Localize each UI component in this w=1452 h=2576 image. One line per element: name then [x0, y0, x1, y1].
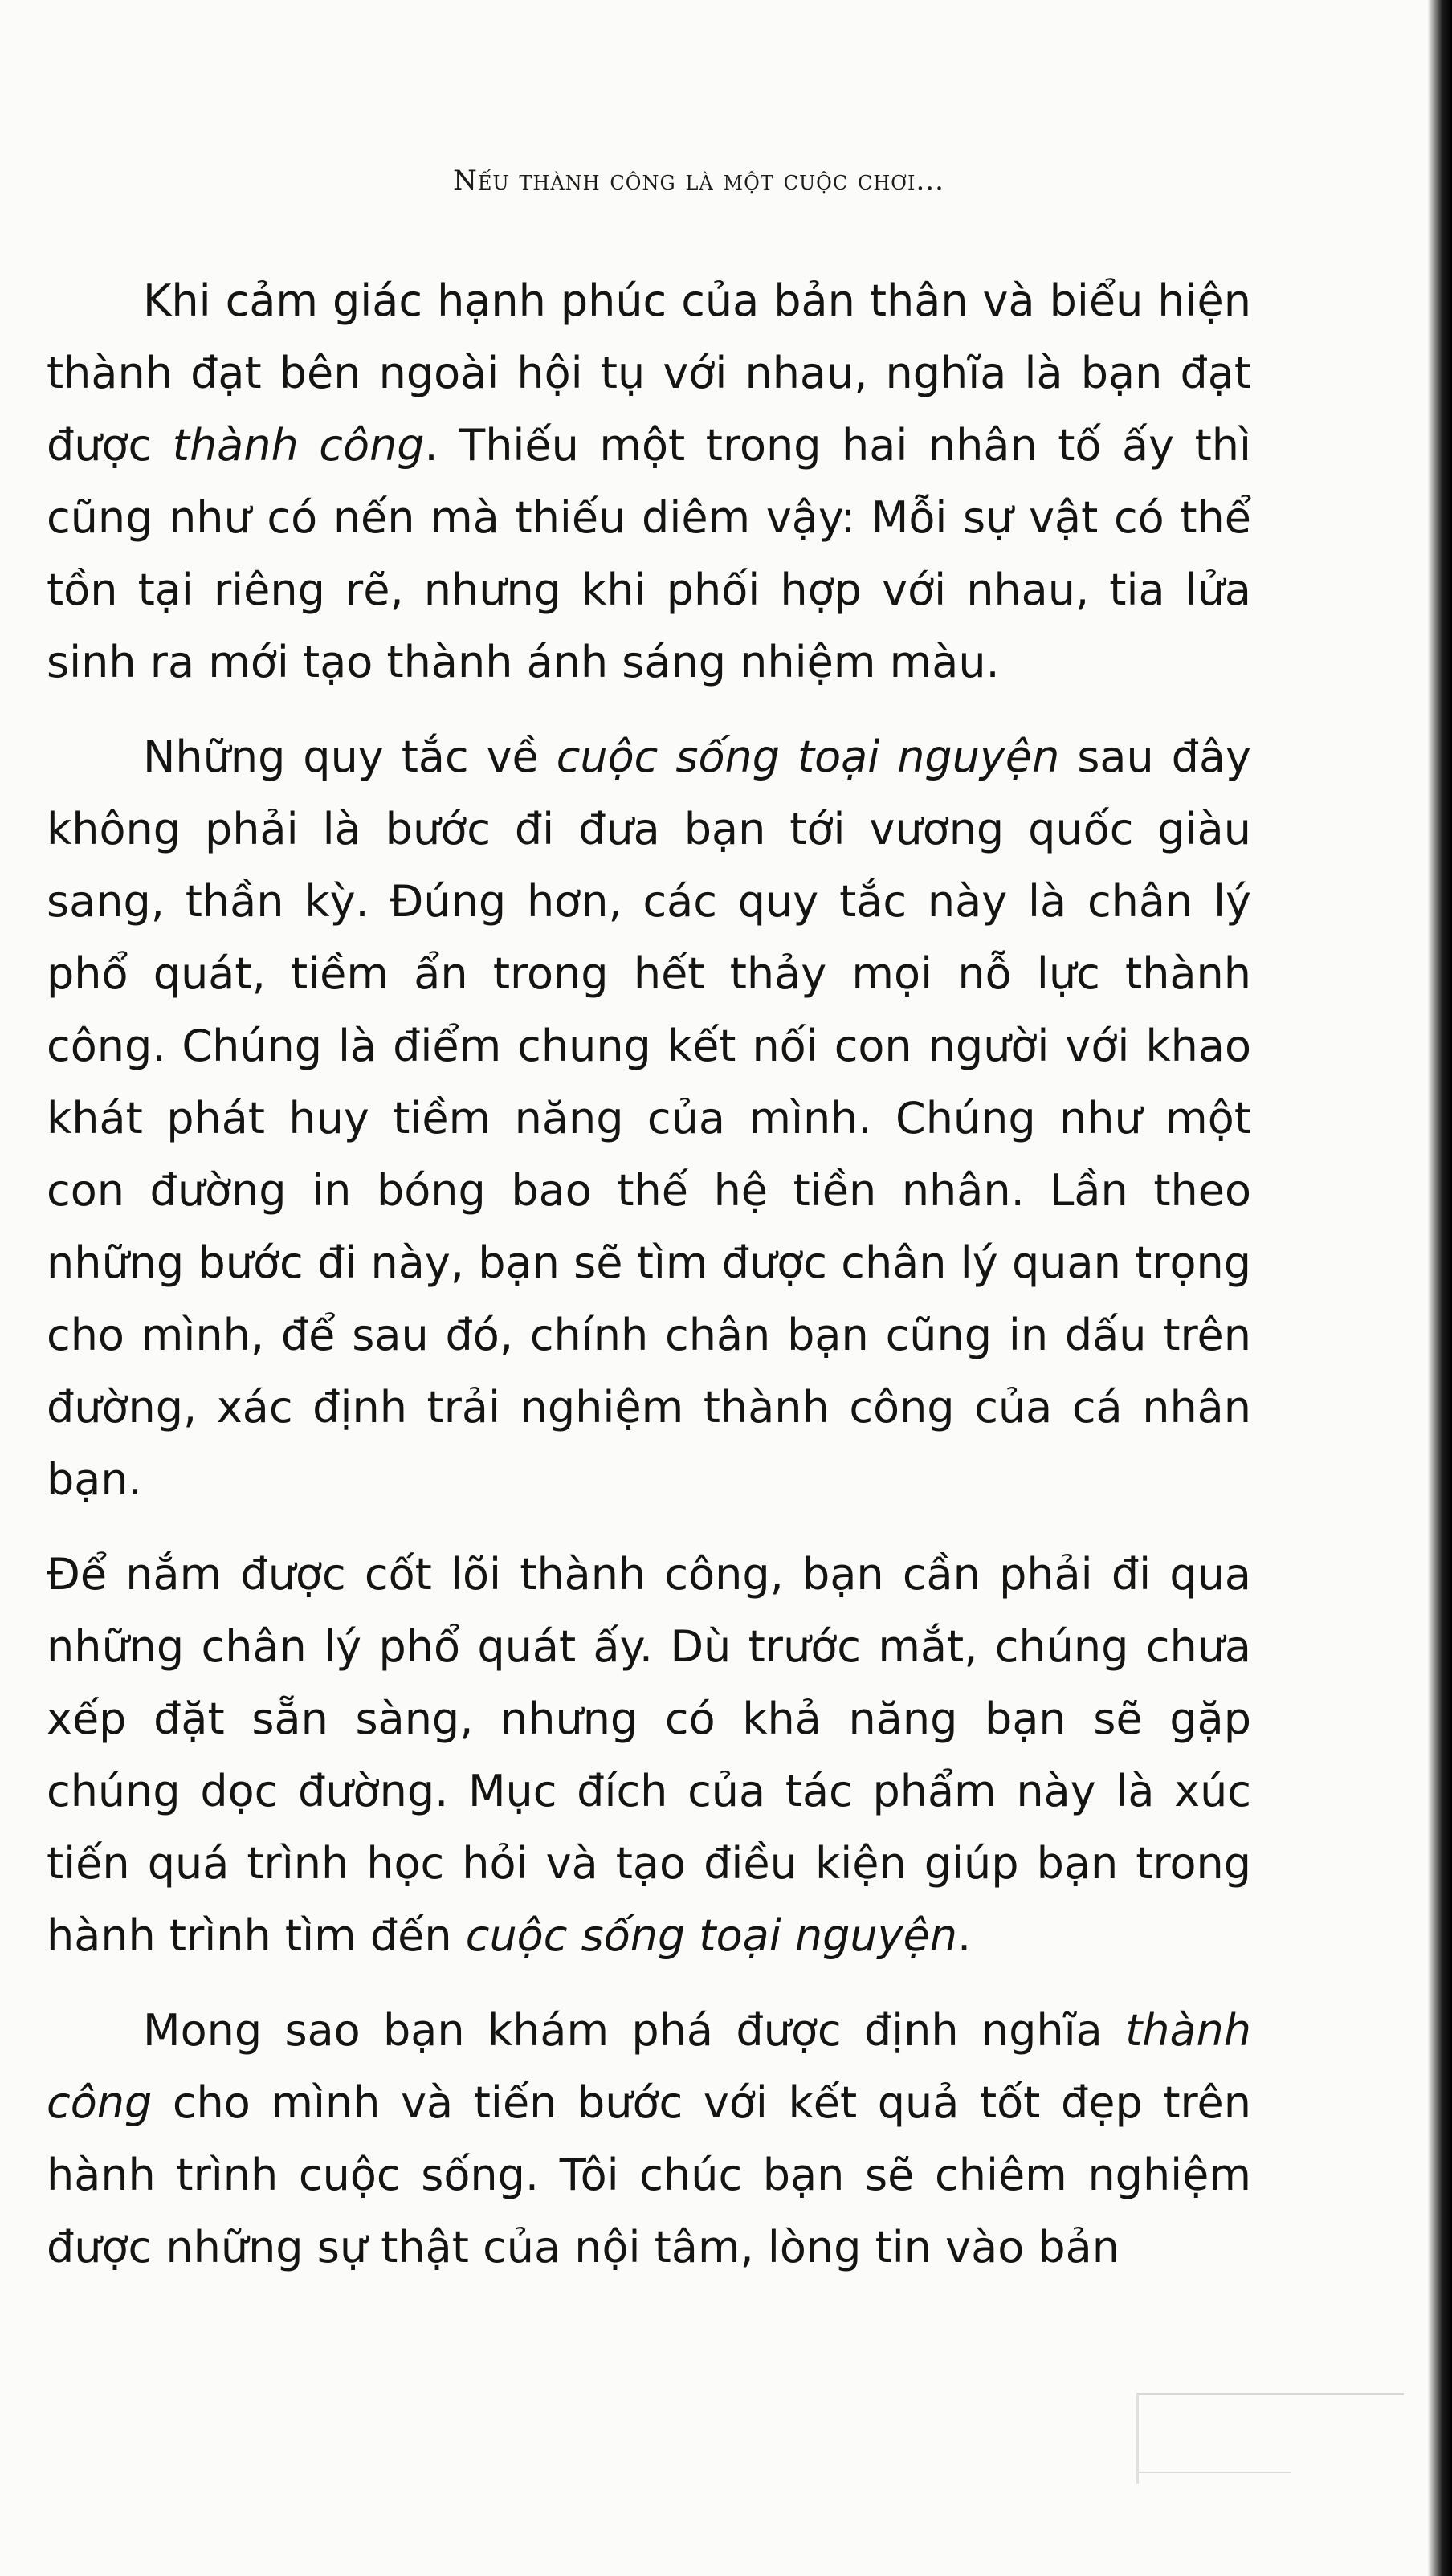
paragraph-1-text-a: Khi cảm giác hạnh phúc của bản thân và biểu hiện thành đạt bên ngoài hội tụ với nhau, nghĩa là bạn đạt được	[47, 275, 1251, 471]
paragraph-2-emphasis: cuộc sống toại nguyện	[556, 732, 1060, 782]
paragraph-3-text-a: Để nắm được cốt lõi thành công, bạn cần phải đi qua những chân lý phổ quát ấy. Dù trước mắt, chúng chưa xếp đặt sẵn sàng, nhưng có khả năng bạn sẽ gặp chúng dọc đường. Mục đích của tác phẩm này là xúc tiến quá trình học hỏi và tạo điều kiện giúp bạn trong hành trình tìm đến	[47, 1549, 1251, 1961]
paragraph-2-text-b: sau đây không phải là bước đi đưa bạn tới vương quốc giàu sang, thần kỳ. Đúng hơn, các quy tắc này là chân lý phổ quát, tiềm ẩn trong hết thảy mọi nỗ lực thành công. Chúng là điểm chung kết nối con người với khao khát phát huy tiềm năng của mình. Chúng như một con đường in bóng bao thế hệ tiền nhân. Lần theo những bước đi này, bạn sẽ tìm được chân lý quan trọng cho mình, để sau đó, chính chân bạn cũng in dấu trên đường, xác định trải nghiệm thành công của cá nhân bạn.	[47, 732, 1251, 1505]
paragraph-4-emphasis: thành công	[47, 2005, 1251, 2128]
book-spine-edge	[1428, 0, 1452, 2576]
paragraph-1-text-b: . Thiếu một trong hai nhân tố ấy thì cũng như có nến mà thiếu diêm vậy: Mỗi sự vật có thể tồn tại riêng rẽ, nhưng khi phối hợp với nhau, tia lửa sinh ra mới tạo thành ánh sáng nhiệm màu.	[47, 420, 1251, 687]
page-corner-mark	[1136, 2393, 1404, 2484]
paragraph-4-text-b: cho mình và tiến bước với kết quả tốt đẹp trên hành trình cuộc sống. Tôi chúc bạn sẽ chiêm nghiệm được những sự thật của nội tâm, lòng tin vào bản	[47, 2077, 1251, 2272]
paragraph-3	[47, 1539, 1251, 1972]
paragraph-4	[47, 1995, 1251, 2284]
paragraph-2-text-a: Những quy tắc về	[143, 732, 557, 782]
paragraph-3-text-b: .	[957, 1910, 972, 1961]
paragraph-3-emphasis: cuộc sống toại nguyện	[465, 1910, 958, 1961]
paragraph-4-text-a: Mong sao bạn khám phá được định nghĩa	[143, 2005, 1126, 2056]
body-text	[47, 265, 1251, 2306]
paragraph-2	[47, 721, 1251, 1516]
running-head: Nếu thành công là một cuộc chơi...	[453, 165, 944, 197]
paragraph-1	[47, 265, 1251, 699]
paragraph-1-emphasis: thành công	[172, 420, 425, 471]
